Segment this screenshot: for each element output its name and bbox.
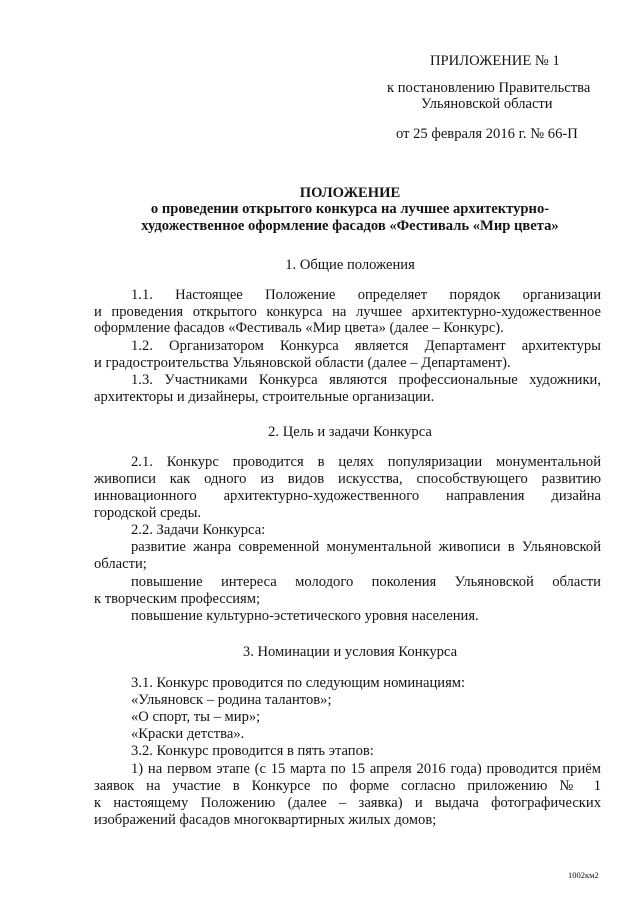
paragraph-2-1-line-1: 2.1. Конкурс проводится в целях популяризации монументальной	[131, 454, 601, 470]
document-code: 1002км2	[568, 870, 599, 880]
paragraph-1-3-line-1: 1.3. Участниками Конкурса являются профессиональные художники,	[131, 372, 601, 388]
paragraph-1-1-line-1: 1.1. Настоящее Положение определяет порядок организации	[131, 287, 601, 303]
paragraph-3-2: 3.2. Конкурс проводится в пять этапов:	[131, 743, 374, 759]
task-1-line-1: развитие жанра современной монументальной живописи в Ульяновской	[131, 539, 601, 555]
paragraph-1-1-line-2: и проведения открытого конкурса на лучшее архитектурно-художественное	[94, 304, 601, 320]
section-2-title: 2. Цель и задачи Конкурса	[268, 424, 432, 440]
nomination-3: «Краски детства».	[131, 726, 245, 742]
task-2-line-2: к творческим профессиям;	[94, 591, 261, 607]
paragraph-2-1-line-4: городской среды.	[94, 505, 202, 521]
paragraph-2-1-line-3: инновационного архитектурно-художественного направления дизайна	[94, 488, 601, 504]
appendix-date: от 25 февраля 2016 г. № 66-П	[396, 126, 578, 142]
nomination-1: «Ульяновск – родина талантов»;	[131, 692, 332, 708]
stage-1-line-4: изображений фасадов многоквартирных жилых домов;	[94, 812, 437, 828]
task-3: повышение культурно-эстетического уровня населения.	[131, 608, 479, 624]
section-1-title: 1. Общие положения	[285, 257, 415, 273]
paragraph-1-2-line-1: 1.2. Организатором Конкурса является Департамент архитектуры	[131, 338, 601, 354]
document-heading: ПОЛОЖЕНИЕ	[299, 185, 401, 201]
appendix-title: ПРИЛОЖЕНИЕ № 1	[430, 53, 560, 69]
stage-1-line-3: к настоящему Положению (далее – заявка) и выдача фотографических	[94, 795, 601, 811]
paragraph-2-1-line-2: живописи как одного из видов искусства, способствующего развитию	[94, 471, 601, 487]
paragraph-2-2: 2.2. Задачи Конкурса:	[131, 522, 266, 538]
section-3-title: 3. Номинации и условия Конкурса	[242, 644, 458, 660]
paragraph-1-3-line-2: архитекторы и дизайнеры, строительные организации.	[94, 389, 435, 405]
paragraph-1-2-line-2: и градостроительства Ульяновской области (далее – Департамент).	[94, 355, 511, 371]
task-1-line-2: области;	[94, 556, 147, 572]
nomination-2: «О спорт, ты – мир»;	[131, 709, 261, 725]
stage-1-line-1: 1) на первом этапе (с 15 марта по 15 апреля 2016 года) проводится приём	[131, 761, 601, 777]
document-subtitle-line-1: о проведении открытого конкурса на лучшее архитектурно-	[150, 201, 550, 217]
appendix-to-line-2: Ульяновской области	[421, 96, 553, 112]
task-2-line-1: повышение интереса молодого поколения Ульяновской области	[131, 574, 601, 590]
document-subtitle-line-2: художественное оформление фасадов «Фестиваль «Мир цвета»	[141, 218, 559, 234]
paragraph-3-1: 3.1. Конкурс проводится по следующим номинациям:	[131, 675, 466, 691]
paragraph-1-1-line-3: оформление фасадов «Фестиваль «Мир цвета» (далее – Конкурс).	[94, 320, 504, 336]
stage-1-line-2: заявок на участие в Конкурсе по форме согласно приложению № 1	[94, 778, 601, 794]
appendix-to-line-1: к постановлению Правительства	[387, 80, 591, 96]
